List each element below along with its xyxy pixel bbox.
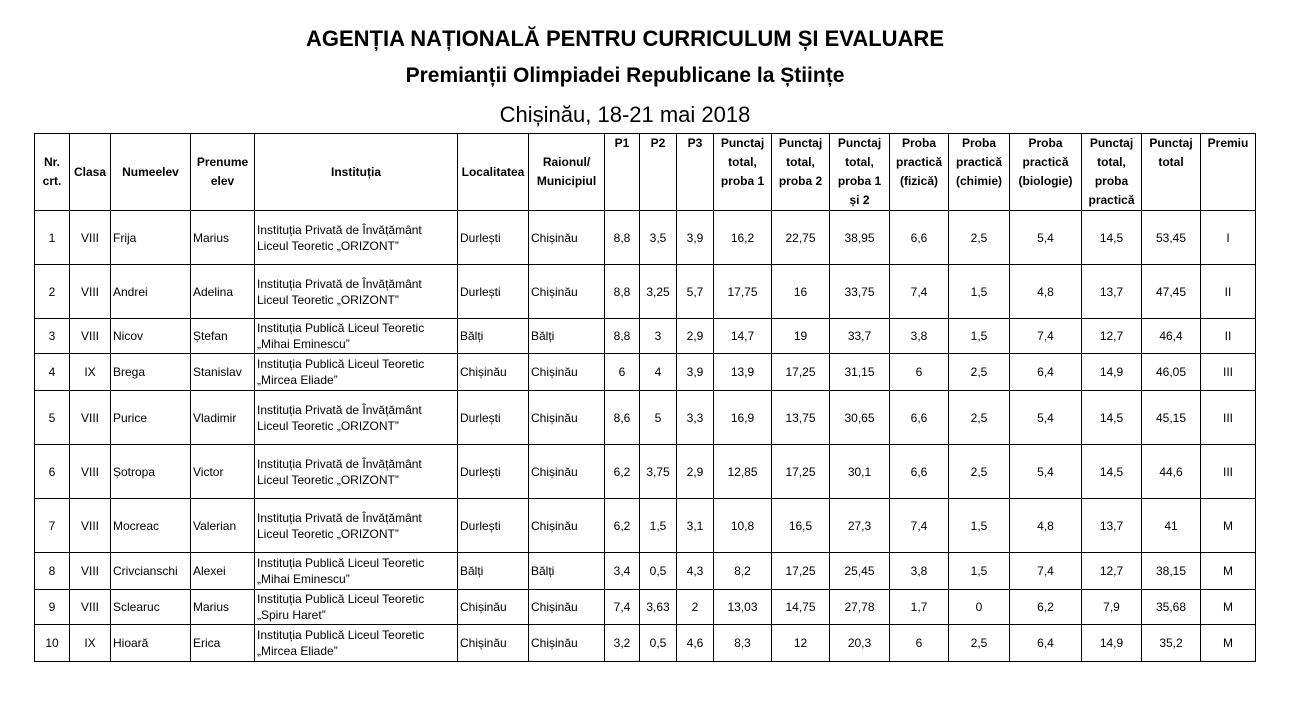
cell-premiu: III bbox=[1201, 354, 1256, 391]
cell-nr: 2 bbox=[35, 265, 70, 319]
cell-proba-fizica: 6 bbox=[890, 354, 949, 391]
col-punctaj-proba1: Punctaj total, proba 1 bbox=[714, 134, 772, 211]
institution-line-2: „Mircea Eliade” bbox=[257, 644, 338, 658]
cell-proba-chimie: 1,5 bbox=[949, 319, 1010, 354]
cell-raionul: Chișinău bbox=[529, 265, 605, 319]
cell-punctaj-proba12: 30,65 bbox=[830, 391, 890, 445]
cell-nume: Andrei bbox=[111, 265, 191, 319]
col-punctaj-practica: Punctaj total, proba practică bbox=[1082, 134, 1142, 211]
cell-punctaj-proba12: 27,3 bbox=[830, 499, 890, 553]
institution-line-2: „Mihai Eminescu” bbox=[257, 572, 350, 586]
cell-localitatea: Durlești bbox=[458, 265, 529, 319]
cell-punctaj-total: 53,45 bbox=[1142, 211, 1201, 265]
col-punctaj-proba2: Punctaj total, proba 2 bbox=[772, 134, 830, 211]
cell-nr: 10 bbox=[35, 625, 70, 662]
cell-proba-fizica: 6,6 bbox=[890, 211, 949, 265]
cell-punctaj-proba1: 13,9 bbox=[714, 354, 772, 391]
cell-raionul: Bălți bbox=[529, 553, 605, 590]
cell-punctaj-practica: 14,5 bbox=[1082, 211, 1142, 265]
institution-line-1: Instituția Publică Liceul Teoretic bbox=[257, 321, 425, 335]
col-p2: P2 bbox=[640, 134, 677, 211]
cell-punctaj-practica: 7,9 bbox=[1082, 590, 1142, 625]
cell-nume: Purice bbox=[111, 391, 191, 445]
institution-line-2: „Mircea Eliade” bbox=[257, 373, 338, 387]
cell-p3: 4,6 bbox=[677, 625, 714, 662]
cell-punctaj-proba1: 17,75 bbox=[714, 265, 772, 319]
cell-clasa: VIII bbox=[70, 445, 111, 499]
cell-localitatea: Bălți bbox=[458, 553, 529, 590]
laureates-table bbox=[34, 133, 1256, 662]
cell-p2: 3,5 bbox=[640, 211, 677, 265]
cell-punctaj-total: 38,15 bbox=[1142, 553, 1201, 590]
institution-line-1: Instituția Privată de Învățământ bbox=[257, 510, 422, 525]
cell-raionul: Chișinău bbox=[529, 499, 605, 553]
cell-localitatea: Bălți bbox=[458, 319, 529, 354]
cell-p2: 5 bbox=[640, 391, 677, 445]
cell-institutia bbox=[255, 211, 458, 265]
cell-punctaj-practica: 14,9 bbox=[1082, 354, 1142, 391]
cell-localitatea: Chișinău bbox=[458, 625, 529, 662]
cell-prenume: Victor bbox=[191, 445, 255, 499]
cell-punctaj-proba1: 10,8 bbox=[714, 499, 772, 553]
cell-punctaj-proba2: 17,25 bbox=[772, 553, 830, 590]
cell-p3: 2,9 bbox=[677, 445, 714, 499]
cell-nr: 5 bbox=[35, 391, 70, 445]
cell-premiu: II bbox=[1201, 319, 1256, 354]
table-row bbox=[35, 319, 1256, 354]
col-clasa: Clasa bbox=[70, 134, 111, 211]
cell-nume: Șotropa bbox=[111, 445, 191, 499]
cell-proba-fizica: 1,7 bbox=[890, 590, 949, 625]
cell-p1: 8,8 bbox=[605, 265, 640, 319]
cell-proba-fizica: 7,4 bbox=[890, 499, 949, 553]
cell-p2: 3,75 bbox=[640, 445, 677, 499]
cell-p3: 3,3 bbox=[677, 391, 714, 445]
cell-clasa: VIII bbox=[70, 319, 111, 354]
cell-punctaj-proba2: 14,75 bbox=[772, 590, 830, 625]
cell-nume: Hioară bbox=[111, 625, 191, 662]
institution-line-1: Instituția Privată de Învățământ bbox=[257, 456, 422, 471]
cell-punctaj-proba12: 31,15 bbox=[830, 354, 890, 391]
cell-proba-fizica: 7,4 bbox=[890, 265, 949, 319]
cell-clasa: VIII bbox=[70, 391, 111, 445]
col-institutia: Instituția bbox=[255, 134, 458, 211]
cell-punctaj-proba12: 25,45 bbox=[830, 553, 890, 590]
cell-clasa: VIII bbox=[70, 265, 111, 319]
cell-p1: 3,4 bbox=[605, 553, 640, 590]
cell-premiu: II bbox=[1201, 265, 1256, 319]
cell-p3: 3,9 bbox=[677, 211, 714, 265]
col-nr: Nr. crt. bbox=[35, 134, 70, 211]
cell-punctaj-proba2: 16,5 bbox=[772, 499, 830, 553]
cell-institutia bbox=[255, 354, 458, 391]
cell-institutia bbox=[255, 590, 458, 625]
col-punctaj-total: Punctaj total bbox=[1142, 134, 1201, 211]
cell-p1: 8,8 bbox=[605, 211, 640, 265]
cell-p1: 8,8 bbox=[605, 319, 640, 354]
cell-punctaj-proba1: 8,3 bbox=[714, 625, 772, 662]
cell-punctaj-proba12: 27,78 bbox=[830, 590, 890, 625]
agency-title: AGENȚIA NAȚIONALĂ PENTRU CURRICULUM ȘI EVALUARE bbox=[306, 26, 944, 51]
cell-prenume: Vladimir bbox=[191, 391, 255, 445]
cell-raionul: Chișinău bbox=[529, 625, 605, 662]
cell-raionul: Chișinău bbox=[529, 590, 605, 625]
cell-punctaj-practica: 13,7 bbox=[1082, 499, 1142, 553]
cell-localitatea: Durlești bbox=[458, 445, 529, 499]
cell-punctaj-proba2: 12 bbox=[772, 625, 830, 662]
cell-p2: 3,63 bbox=[640, 590, 677, 625]
cell-p3: 2 bbox=[677, 590, 714, 625]
cell-punctaj-practica: 13,7 bbox=[1082, 265, 1142, 319]
cell-clasa: VIII bbox=[70, 590, 111, 625]
institution-line-1: Instituția Publică Liceul Teoretic bbox=[257, 628, 425, 642]
cell-p2: 0,5 bbox=[640, 553, 677, 590]
cell-proba-biologie: 5,4 bbox=[1010, 445, 1082, 499]
cell-punctaj-practica: 14,5 bbox=[1082, 445, 1142, 499]
table-row bbox=[35, 499, 1256, 553]
cell-proba-biologie: 6,4 bbox=[1010, 354, 1082, 391]
cell-p1: 8,6 bbox=[605, 391, 640, 445]
cell-proba-biologie: 4,8 bbox=[1010, 499, 1082, 553]
cell-punctaj-total: 35,68 bbox=[1142, 590, 1201, 625]
cell-punctaj-proba1: 14,7 bbox=[714, 319, 772, 354]
cell-localitatea: Chișinău bbox=[458, 354, 529, 391]
cell-premiu: III bbox=[1201, 391, 1256, 445]
table-row bbox=[35, 445, 1256, 499]
cell-punctaj-proba1: 16,9 bbox=[714, 391, 772, 445]
cell-institutia bbox=[255, 391, 458, 445]
institution-line-1: Instituția Publică Liceul Teoretic bbox=[257, 556, 425, 570]
institution-line-1: Instituția Privată de Învățământ bbox=[257, 222, 422, 237]
table-row bbox=[35, 265, 1256, 319]
cell-nume: Sclearuc bbox=[111, 590, 191, 625]
cell-nr: 7 bbox=[35, 499, 70, 553]
col-p1: P1 bbox=[605, 134, 640, 211]
cell-proba-biologie: 5,4 bbox=[1010, 211, 1082, 265]
institution-line-2: Liceul Teoretic „ORIZONT” bbox=[257, 418, 399, 433]
institution-line-1: Instituția Publică Liceul Teoretic bbox=[257, 357, 425, 371]
location-date: Chișinău, 18-21 mai 2018 bbox=[499, 102, 751, 127]
cell-raionul: Chișinău bbox=[529, 211, 605, 265]
institution-line-2: „Spiru Haret” bbox=[257, 608, 326, 622]
cell-proba-chimie: 2,5 bbox=[949, 211, 1010, 265]
cell-punctaj-total: 46,05 bbox=[1142, 354, 1201, 391]
cell-prenume: Valerian bbox=[191, 499, 255, 553]
cell-proba-fizica: 6,6 bbox=[890, 391, 949, 445]
cell-localitatea: Durlești bbox=[458, 499, 529, 553]
col-raionul: Raionul/ Municipiul bbox=[529, 134, 605, 211]
cell-punctaj-proba12: 30,1 bbox=[830, 445, 890, 499]
cell-p2: 1,5 bbox=[640, 499, 677, 553]
col-premiu: Premiu bbox=[1201, 134, 1256, 211]
table-body bbox=[35, 211, 1256, 662]
cell-proba-chimie: 0 bbox=[949, 590, 1010, 625]
cell-nume: Frija bbox=[111, 211, 191, 265]
col-proba-chimie: Proba practică (chimie) bbox=[949, 134, 1010, 211]
cell-punctaj-proba12: 20,3 bbox=[830, 625, 890, 662]
cell-nume: Nicov bbox=[111, 319, 191, 354]
cell-proba-chimie: 1,5 bbox=[949, 265, 1010, 319]
table-row bbox=[35, 625, 1256, 662]
cell-prenume: Alexei bbox=[191, 553, 255, 590]
cell-punctaj-practica: 12,7 bbox=[1082, 553, 1142, 590]
col-proba-biologie: Proba practică (biologie) bbox=[1010, 134, 1082, 211]
cell-punctaj-proba12: 38,95 bbox=[830, 211, 890, 265]
cell-p2: 0,5 bbox=[640, 625, 677, 662]
cell-prenume: Marius bbox=[191, 590, 255, 625]
cell-institutia bbox=[255, 553, 458, 590]
cell-punctaj-proba1: 8,2 bbox=[714, 553, 772, 590]
institution-line-1: Instituția Privată de Învățământ bbox=[257, 276, 422, 291]
cell-institutia bbox=[255, 265, 458, 319]
cell-p3: 4,3 bbox=[677, 553, 714, 590]
cell-punctaj-proba2: 16 bbox=[772, 265, 830, 319]
cell-localitatea: Durlești bbox=[458, 391, 529, 445]
institution-line-1: Instituția Publică Liceul Teoretic bbox=[257, 592, 425, 606]
institution-line-2: „Mihai Eminescu” bbox=[257, 337, 350, 351]
col-proba-fizica: Proba practică (fizică) bbox=[890, 134, 949, 211]
cell-institutia bbox=[255, 319, 458, 354]
cell-p3: 2,9 bbox=[677, 319, 714, 354]
cell-punctaj-total: 35,2 bbox=[1142, 625, 1201, 662]
cell-premiu: M bbox=[1201, 590, 1256, 625]
cell-punctaj-proba1: 12,85 bbox=[714, 445, 772, 499]
cell-punctaj-proba1: 16,2 bbox=[714, 211, 772, 265]
cell-prenume: Adelina bbox=[191, 265, 255, 319]
cell-localitatea: Chișinău bbox=[458, 590, 529, 625]
header-row bbox=[35, 134, 1256, 211]
cell-proba-biologie: 7,4 bbox=[1010, 319, 1082, 354]
cell-institutia bbox=[255, 499, 458, 553]
table-row bbox=[35, 553, 1256, 590]
col-prenume: Prenume elev bbox=[191, 134, 255, 211]
cell-clasa: VIII bbox=[70, 553, 111, 590]
cell-proba-chimie: 1,5 bbox=[949, 499, 1010, 553]
cell-nr: 6 bbox=[35, 445, 70, 499]
col-p3: P3 bbox=[677, 134, 714, 211]
cell-premiu: M bbox=[1201, 553, 1256, 590]
institution-line-1: Instituția Privată de Învățământ bbox=[257, 402, 422, 417]
cell-raionul: Bălți bbox=[529, 319, 605, 354]
cell-p1: 7,4 bbox=[605, 590, 640, 625]
cell-proba-biologie: 4,8 bbox=[1010, 265, 1082, 319]
cell-punctaj-total: 41 bbox=[1142, 499, 1201, 553]
cell-nr: 1 bbox=[35, 211, 70, 265]
cell-institutia bbox=[255, 445, 458, 499]
cell-proba-chimie: 2,5 bbox=[949, 354, 1010, 391]
institution-line-2: Liceul Teoretic „ORIZONT” bbox=[257, 238, 399, 253]
cell-raionul: Chișinău bbox=[529, 445, 605, 499]
institution-line-2: Liceul Teoretic „ORIZONT” bbox=[257, 472, 399, 487]
cell-prenume: Erica bbox=[191, 625, 255, 662]
cell-proba-chimie: 2,5 bbox=[949, 391, 1010, 445]
cell-p1: 6 bbox=[605, 354, 640, 391]
table-row bbox=[35, 590, 1256, 625]
cell-punctaj-practica: 14,5 bbox=[1082, 391, 1142, 445]
cell-proba-chimie: 2,5 bbox=[949, 445, 1010, 499]
cell-punctaj-total: 45,15 bbox=[1142, 391, 1201, 445]
cell-p1: 3,2 bbox=[605, 625, 640, 662]
cell-p2: 3 bbox=[640, 319, 677, 354]
cell-punctaj-proba2: 17,25 bbox=[772, 445, 830, 499]
cell-localitatea: Durlești bbox=[458, 211, 529, 265]
table-row bbox=[35, 354, 1256, 391]
cell-nr: 9 bbox=[35, 590, 70, 625]
table-row bbox=[35, 211, 1256, 265]
cell-nume: Crivcianschi bbox=[111, 553, 191, 590]
cell-premiu: I bbox=[1201, 211, 1256, 265]
cell-premiu: III bbox=[1201, 445, 1256, 499]
cell-raionul: Chișinău bbox=[529, 354, 605, 391]
cell-clasa: VIII bbox=[70, 211, 111, 265]
cell-prenume: Marius bbox=[191, 211, 255, 265]
cell-punctaj-practica: 14,9 bbox=[1082, 625, 1142, 662]
document-title: Premianții Olimpiadei Republicane la Științe bbox=[405, 64, 845, 87]
cell-premiu: M bbox=[1201, 499, 1256, 553]
cell-p3: 3,9 bbox=[677, 354, 714, 391]
col-nume: Numeelev bbox=[111, 134, 191, 211]
cell-raionul: Chișinău bbox=[529, 391, 605, 445]
cell-p3: 3,1 bbox=[677, 499, 714, 553]
cell-punctaj-total: 46,4 bbox=[1142, 319, 1201, 354]
table-row bbox=[35, 391, 1256, 445]
col-punctaj-proba12: Punctaj total, proba 1 și 2 bbox=[830, 134, 890, 211]
cell-punctaj-proba12: 33,7 bbox=[830, 319, 890, 354]
cell-proba-chimie: 1,5 bbox=[949, 553, 1010, 590]
cell-nr: 8 bbox=[35, 553, 70, 590]
cell-clasa: VIII bbox=[70, 499, 111, 553]
institution-line-2: Liceul Teoretic „ORIZONT” bbox=[257, 526, 399, 541]
cell-proba-fizica: 6,6 bbox=[890, 445, 949, 499]
cell-punctaj-proba2: 22,75 bbox=[772, 211, 830, 265]
cell-punctaj-proba2: 19 bbox=[772, 319, 830, 354]
cell-nume: Brega bbox=[111, 354, 191, 391]
cell-proba-fizica: 3,8 bbox=[890, 319, 949, 354]
cell-nr: 4 bbox=[35, 354, 70, 391]
cell-premiu: M bbox=[1201, 625, 1256, 662]
cell-p3: 5,7 bbox=[677, 265, 714, 319]
cell-p2: 3,25 bbox=[640, 265, 677, 319]
cell-proba-biologie: 5,4 bbox=[1010, 391, 1082, 445]
cell-p1: 6,2 bbox=[605, 445, 640, 499]
cell-proba-biologie: 6,2 bbox=[1010, 590, 1082, 625]
cell-punctaj-total: 47,45 bbox=[1142, 265, 1201, 319]
cell-punctaj-proba12: 33,75 bbox=[830, 265, 890, 319]
cell-punctaj-practica: 12,7 bbox=[1082, 319, 1142, 354]
cell-proba-biologie: 7,4 bbox=[1010, 553, 1082, 590]
cell-institutia bbox=[255, 625, 458, 662]
col-localitatea: Localitatea bbox=[458, 134, 529, 211]
institution-line-2: Liceul Teoretic „ORIZONT” bbox=[257, 292, 399, 307]
cell-proba-chimie: 2,5 bbox=[949, 625, 1010, 662]
cell-proba-biologie: 6,4 bbox=[1010, 625, 1082, 662]
cell-nume: Mocreac bbox=[111, 499, 191, 553]
cell-clasa: IX bbox=[70, 625, 111, 662]
cell-nr: 3 bbox=[35, 319, 70, 354]
cell-punctaj-proba2: 13,75 bbox=[772, 391, 830, 445]
cell-prenume: Ștefan bbox=[191, 319, 255, 354]
cell-p2: 4 bbox=[640, 354, 677, 391]
cell-punctaj-proba1: 13,03 bbox=[714, 590, 772, 625]
cell-proba-fizica: 3,8 bbox=[890, 553, 949, 590]
cell-punctaj-proba2: 17,25 bbox=[772, 354, 830, 391]
cell-p1: 6,2 bbox=[605, 499, 640, 553]
cell-prenume: Stanislav bbox=[191, 354, 255, 391]
cell-punctaj-total: 44,6 bbox=[1142, 445, 1201, 499]
cell-proba-fizica: 6 bbox=[890, 625, 949, 662]
cell-clasa: IX bbox=[70, 354, 111, 391]
